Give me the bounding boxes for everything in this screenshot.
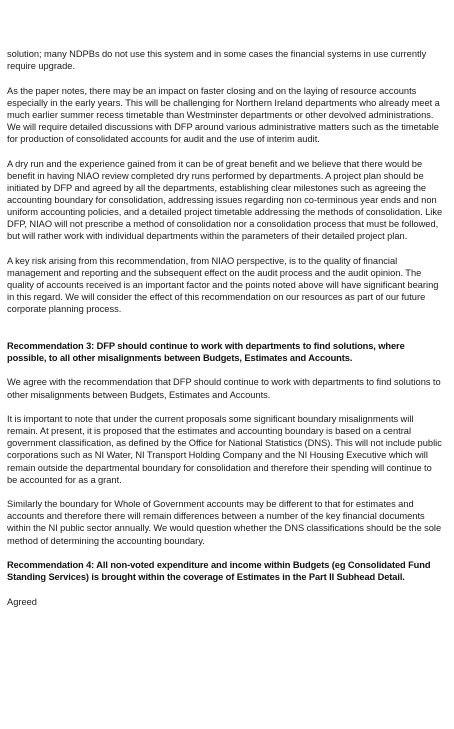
paragraph-dry-run: A dry run and the experience gained from it can be of great benefit and we believe that there would be benefit in having NIAO review completed dry runs performed by departments. A project plan should be initiated by DFP and agreed by all the departments, establishing clear milestones such as agreeing the accounting boundary for consolidation, addressing issues regarding non co-terminous year ends and non uniform accounting policies, and a detailed project timetable addressing the methods of consolidation. Like DFP, NIAO will not prescribe a method of consolidation nor a consolidation process that must be followed, but will rather work with individual departments within the parameters of their detailed project plan. <box>7 158 443 242</box>
paragraph-boundary-misalignments: It is important to note that under the current proposals some significant boundary misalignments will remain. At present, it is proposed that the estimates and accounting boundary is based on a central government classification, as defined by the Office for National Statistics (DNS). This will not include public corporations such as NI Water, NI Transport Holding Company and the NI Housing Executive which will remain outside the departmental boundary for consolidation and therefore their spending will continue to be accounted for as a grant. <box>7 414 442 485</box>
paragraph-agreed: Agreed <box>7 596 37 607</box>
section-spacer <box>7 328 444 340</box>
paragraph-agree-rec3: We agree with the recommendation that DFP should continue to work with departments to find solutions to other misalignments between Budgets, Estimates and Accounts. <box>7 377 441 400</box>
paragraph-key-risk: A key risk arising from this recommendation, from NIAO perspective, is to the quality of financial management and reporting and the subsequent effect on the audit process and the audit opinion. The quality of accounts received is an important factor and the points noted above will have significant bearing in this regard. We will consider the effect of this recommendation on our resources as part of our future corporate planning process. <box>7 255 439 315</box>
recommendation-4-heading: Recommendation 4: All non-voted expenditure and income within Budgets (eg Consolidated Fund Standing Services) is brought within the coverage of Estimates in the Part II Subhead Detail. <box>7 560 431 583</box>
recommendation-3-heading: Recommendation 3: DFP should continue to work with departments to find solutions, where possible, to all other misalignments between Budgets, Estimates and Accounts. <box>7 340 405 363</box>
paragraph-faster-closing: As the paper notes, there may be an impact on faster closing and on the laying of resource accounts especially in the early years. This will be challenging for Northern Ireland departments who already meet a much earlier summer recess timetable than Westminster departments or other devolved administrations. We will require detailed discussions with DFP around various administrative matters such as the timetable for production of consolidated accounts for audit and the use of interim audit. <box>7 85 440 145</box>
paragraph-system-upgrade: solution; many NDPBs do not use this system and in some cases the financial systems in use currently require upgrade. <box>7 49 427 72</box>
paragraph-whole-of-government: Similarly the boundary for Whole of Government accounts may be different to that for estimates and accounts and therefore there will remain differences between a number of the key financial documents within the NI public sector annually. We would question whether the DNS classifications should be the sole method of determining the accounting boundary. <box>7 499 442 546</box>
document-body <box>7 48 444 620</box>
